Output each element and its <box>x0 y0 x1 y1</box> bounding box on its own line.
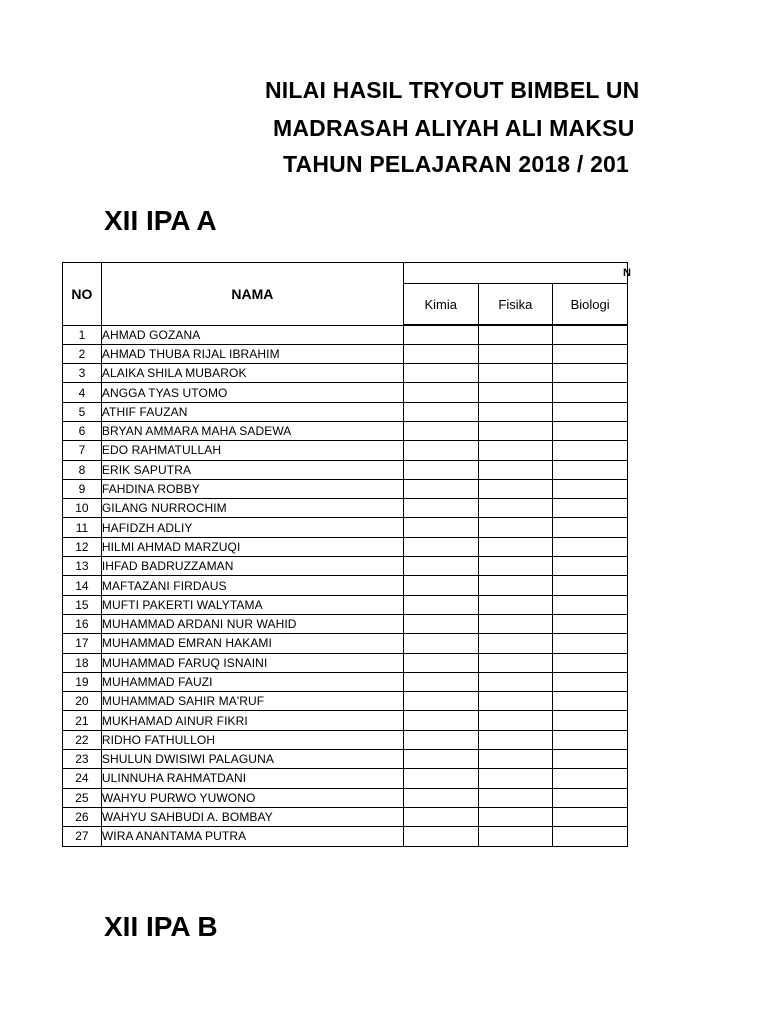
score-cell-biologi <box>553 576 628 595</box>
student-name: ANGGA TYAS UTOMO <box>101 383 403 402</box>
score-cell-fisika <box>478 769 553 788</box>
score-cell-fisika <box>478 383 553 402</box>
table-row <box>63 460 628 479</box>
score-cell-biologi <box>553 769 628 788</box>
table-row <box>63 827 628 846</box>
table-row <box>63 402 628 421</box>
header-no: NO <box>63 263 102 326</box>
score-cell-fisika <box>478 827 553 846</box>
score-cell-fisika <box>478 711 553 730</box>
score-cell-kimia <box>403 711 478 730</box>
header-subject-kimia: Kimia <box>403 284 478 326</box>
row-number: 24 <box>63 769 102 788</box>
score-cell-biologi <box>553 614 628 633</box>
score-cell-fisika <box>478 807 553 826</box>
table-row <box>63 537 628 556</box>
score-cell-kimia <box>403 499 478 518</box>
score-cell-kimia <box>403 827 478 846</box>
table-row <box>63 441 628 460</box>
student-name: HAFIDZH ADLIY <box>101 518 403 537</box>
score-cell-fisika <box>478 730 553 749</box>
score-cell-kimia <box>403 402 478 421</box>
score-cell-biologi <box>553 750 628 769</box>
score-cell-kimia <box>403 344 478 363</box>
table-row <box>63 614 628 633</box>
score-cell-fisika <box>478 557 553 576</box>
score-cell-fisika <box>478 421 553 440</box>
header-subject-fisika: Fisika <box>478 284 553 326</box>
student-name: MAFTAZANI FIRDAUS <box>101 576 403 595</box>
score-cell-fisika <box>478 595 553 614</box>
score-cell-fisika <box>478 634 553 653</box>
score-cell-biologi <box>553 807 628 826</box>
row-number: 3 <box>63 364 102 383</box>
score-cell-kimia <box>403 441 478 460</box>
score-cell-kimia <box>403 788 478 807</box>
score-cell-biologi <box>553 344 628 363</box>
row-number: 14 <box>63 576 102 595</box>
table-row <box>63 364 628 383</box>
score-cell-fisika <box>478 479 553 498</box>
score-cell-fisika <box>478 460 553 479</box>
row-number: 22 <box>63 730 102 749</box>
score-cell-biologi <box>553 711 628 730</box>
score-cell-kimia <box>403 325 478 344</box>
score-cell-fisika <box>478 672 553 691</box>
score-cell-biologi <box>553 595 628 614</box>
document-title-line-3: TAHUN PELAJARAN 2018 / 201 <box>283 151 630 177</box>
student-name: BRYAN AMMARA MAHA SADEWA <box>101 421 403 440</box>
row-number: 11 <box>63 518 102 537</box>
header-nama: NAMA <box>101 263 403 326</box>
score-cell-kimia <box>403 730 478 749</box>
row-number: 27 <box>63 827 102 846</box>
table-row <box>63 807 628 826</box>
student-name: GILANG NURROCHIM <box>101 499 403 518</box>
table-row <box>63 479 628 498</box>
score-cell-biologi <box>553 325 628 344</box>
student-name: HILMI AHMAD MARZUQI <box>101 537 403 556</box>
score-cell-kimia <box>403 576 478 595</box>
student-name: SHULUN DWISIWI PALAGUNA <box>101 750 403 769</box>
score-cell-fisika <box>478 537 553 556</box>
student-name: AHMAD THUBA RIJAL IBRAHIM <box>101 344 403 363</box>
score-cell-biologi <box>553 441 628 460</box>
score-cell-kimia <box>403 383 478 402</box>
score-cell-biologi <box>553 402 628 421</box>
table-row <box>63 692 628 711</box>
student-name: ALAIKA SHILA MUBAROK <box>101 364 403 383</box>
score-cell-biologi <box>553 460 628 479</box>
row-number: 12 <box>63 537 102 556</box>
student-name: EDO RAHMATULLAH <box>101 441 403 460</box>
table-row <box>63 788 628 807</box>
score-cell-biologi <box>553 634 628 653</box>
row-number: 21 <box>63 711 102 730</box>
score-cell-kimia <box>403 537 478 556</box>
score-cell-biologi <box>553 537 628 556</box>
row-number: 2 <box>63 344 102 363</box>
score-cell-kimia <box>403 807 478 826</box>
score-cell-biologi <box>553 364 628 383</box>
score-cell-biologi <box>553 653 628 672</box>
row-number: 17 <box>63 634 102 653</box>
document-title-line-1: NILAI HASIL TRYOUT BIMBEL UN <box>265 77 640 103</box>
row-number: 16 <box>63 614 102 633</box>
score-cell-fisika <box>478 518 553 537</box>
table-row <box>63 750 628 769</box>
student-name: AHMAD GOZANA <box>101 325 403 344</box>
score-cell-biologi <box>553 499 628 518</box>
grades-table-ipa-a <box>62 262 631 847</box>
score-cell-fisika <box>478 788 553 807</box>
student-name: MUHAMMAD EMRAN HAKAMI <box>101 634 403 653</box>
score-cell-kimia <box>403 692 478 711</box>
score-cell-fisika <box>478 614 553 633</box>
row-number: 9 <box>63 479 102 498</box>
student-name: MUHAMMAD FARUQ ISNAINI <box>101 653 403 672</box>
score-cell-biologi <box>553 827 628 846</box>
score-cell-fisika <box>478 499 553 518</box>
row-number: 26 <box>63 807 102 826</box>
score-cell-biologi <box>553 672 628 691</box>
score-cell-kimia <box>403 614 478 633</box>
score-cell-kimia <box>403 557 478 576</box>
score-cell-kimia <box>403 479 478 498</box>
student-name: MUHAMMAD ARDANI NUR WAHID <box>101 614 403 633</box>
score-cell-biologi <box>553 692 628 711</box>
table-row <box>63 557 628 576</box>
table-row <box>63 730 628 749</box>
score-cell-kimia <box>403 653 478 672</box>
row-number: 4 <box>63 383 102 402</box>
table-row <box>63 499 628 518</box>
score-cell-kimia <box>403 421 478 440</box>
student-name: MUHAMMAD FAUZI <box>101 672 403 691</box>
table-row <box>63 344 628 363</box>
row-number: 23 <box>63 750 102 769</box>
row-number: 5 <box>63 402 102 421</box>
score-cell-kimia <box>403 364 478 383</box>
table-row <box>63 634 628 653</box>
student-name: WAHYU SAHBUDI A. BOMBAY <box>101 807 403 826</box>
table-row <box>63 576 628 595</box>
student-name: ULINNUHA RAHMATDANI <box>101 769 403 788</box>
score-cell-biologi <box>553 730 628 749</box>
score-cell-fisika <box>478 750 553 769</box>
header-score-group-label: N <box>623 267 631 279</box>
table-row <box>63 518 628 537</box>
row-number: 1 <box>63 325 102 344</box>
row-number: 10 <box>63 499 102 518</box>
score-cell-biologi <box>553 383 628 402</box>
student-name: RIDHO FATHULLOH <box>101 730 403 749</box>
score-cell-fisika <box>478 402 553 421</box>
score-cell-kimia <box>403 595 478 614</box>
row-number: 18 <box>63 653 102 672</box>
table-row <box>63 595 628 614</box>
score-cell-fisika <box>478 441 553 460</box>
student-name: IHFAD BADRUZZAMAN <box>101 557 403 576</box>
section-heading-ipa-a: XII IPA A <box>104 205 217 236</box>
document-title-line-2: MADRASAH ALIYAH ALI MAKSU <box>273 115 635 141</box>
score-cell-fisika <box>478 653 553 672</box>
table-row <box>63 711 628 730</box>
score-cell-biologi <box>553 479 628 498</box>
score-cell-kimia <box>403 460 478 479</box>
score-cell-kimia <box>403 769 478 788</box>
student-name: ERIK SAPUTRA <box>101 460 403 479</box>
score-cell-biologi <box>553 557 628 576</box>
row-number: 8 <box>63 460 102 479</box>
row-number: 15 <box>63 595 102 614</box>
score-cell-fisika <box>478 576 553 595</box>
row-number: 25 <box>63 788 102 807</box>
header-subject-biologi: Biologi <box>553 284 628 326</box>
score-cell-kimia <box>403 518 478 537</box>
student-name: MUFTI PAKERTI WALYTAMA <box>101 595 403 614</box>
student-name: MUHAMMAD SAHIR MA'RUF <box>101 692 403 711</box>
row-number: 19 <box>63 672 102 691</box>
table-row <box>63 325 628 344</box>
student-name: WAHYU PURWO YUWONO <box>101 788 403 807</box>
score-cell-biologi <box>553 421 628 440</box>
row-number: 20 <box>63 692 102 711</box>
grades-table-body <box>63 325 628 846</box>
table-row <box>63 769 628 788</box>
score-cell-fisika <box>478 364 553 383</box>
student-name: MUKHAMAD AINUR FIKRI <box>101 711 403 730</box>
score-cell-biologi <box>553 788 628 807</box>
score-cell-biologi <box>553 518 628 537</box>
student-name: ATHIF FAUZAN <box>101 402 403 421</box>
score-cell-kimia <box>403 672 478 691</box>
student-name: FAHDINA ROBBY <box>101 479 403 498</box>
score-cell-kimia <box>403 750 478 769</box>
row-number: 6 <box>63 421 102 440</box>
score-cell-kimia <box>403 634 478 653</box>
header-score-group <box>403 263 631 284</box>
row-number: 13 <box>63 557 102 576</box>
score-cell-fisika <box>478 692 553 711</box>
table-row <box>63 653 628 672</box>
student-name: WIRA ANANTAMA PUTRA <box>101 827 403 846</box>
score-cell-fisika <box>478 344 553 363</box>
section-heading-ipa-b: XII IPA B <box>104 911 218 942</box>
row-number: 7 <box>63 441 102 460</box>
table-row <box>63 421 628 440</box>
table-row <box>63 383 628 402</box>
table-row <box>63 672 628 691</box>
score-cell-fisika <box>478 325 553 344</box>
